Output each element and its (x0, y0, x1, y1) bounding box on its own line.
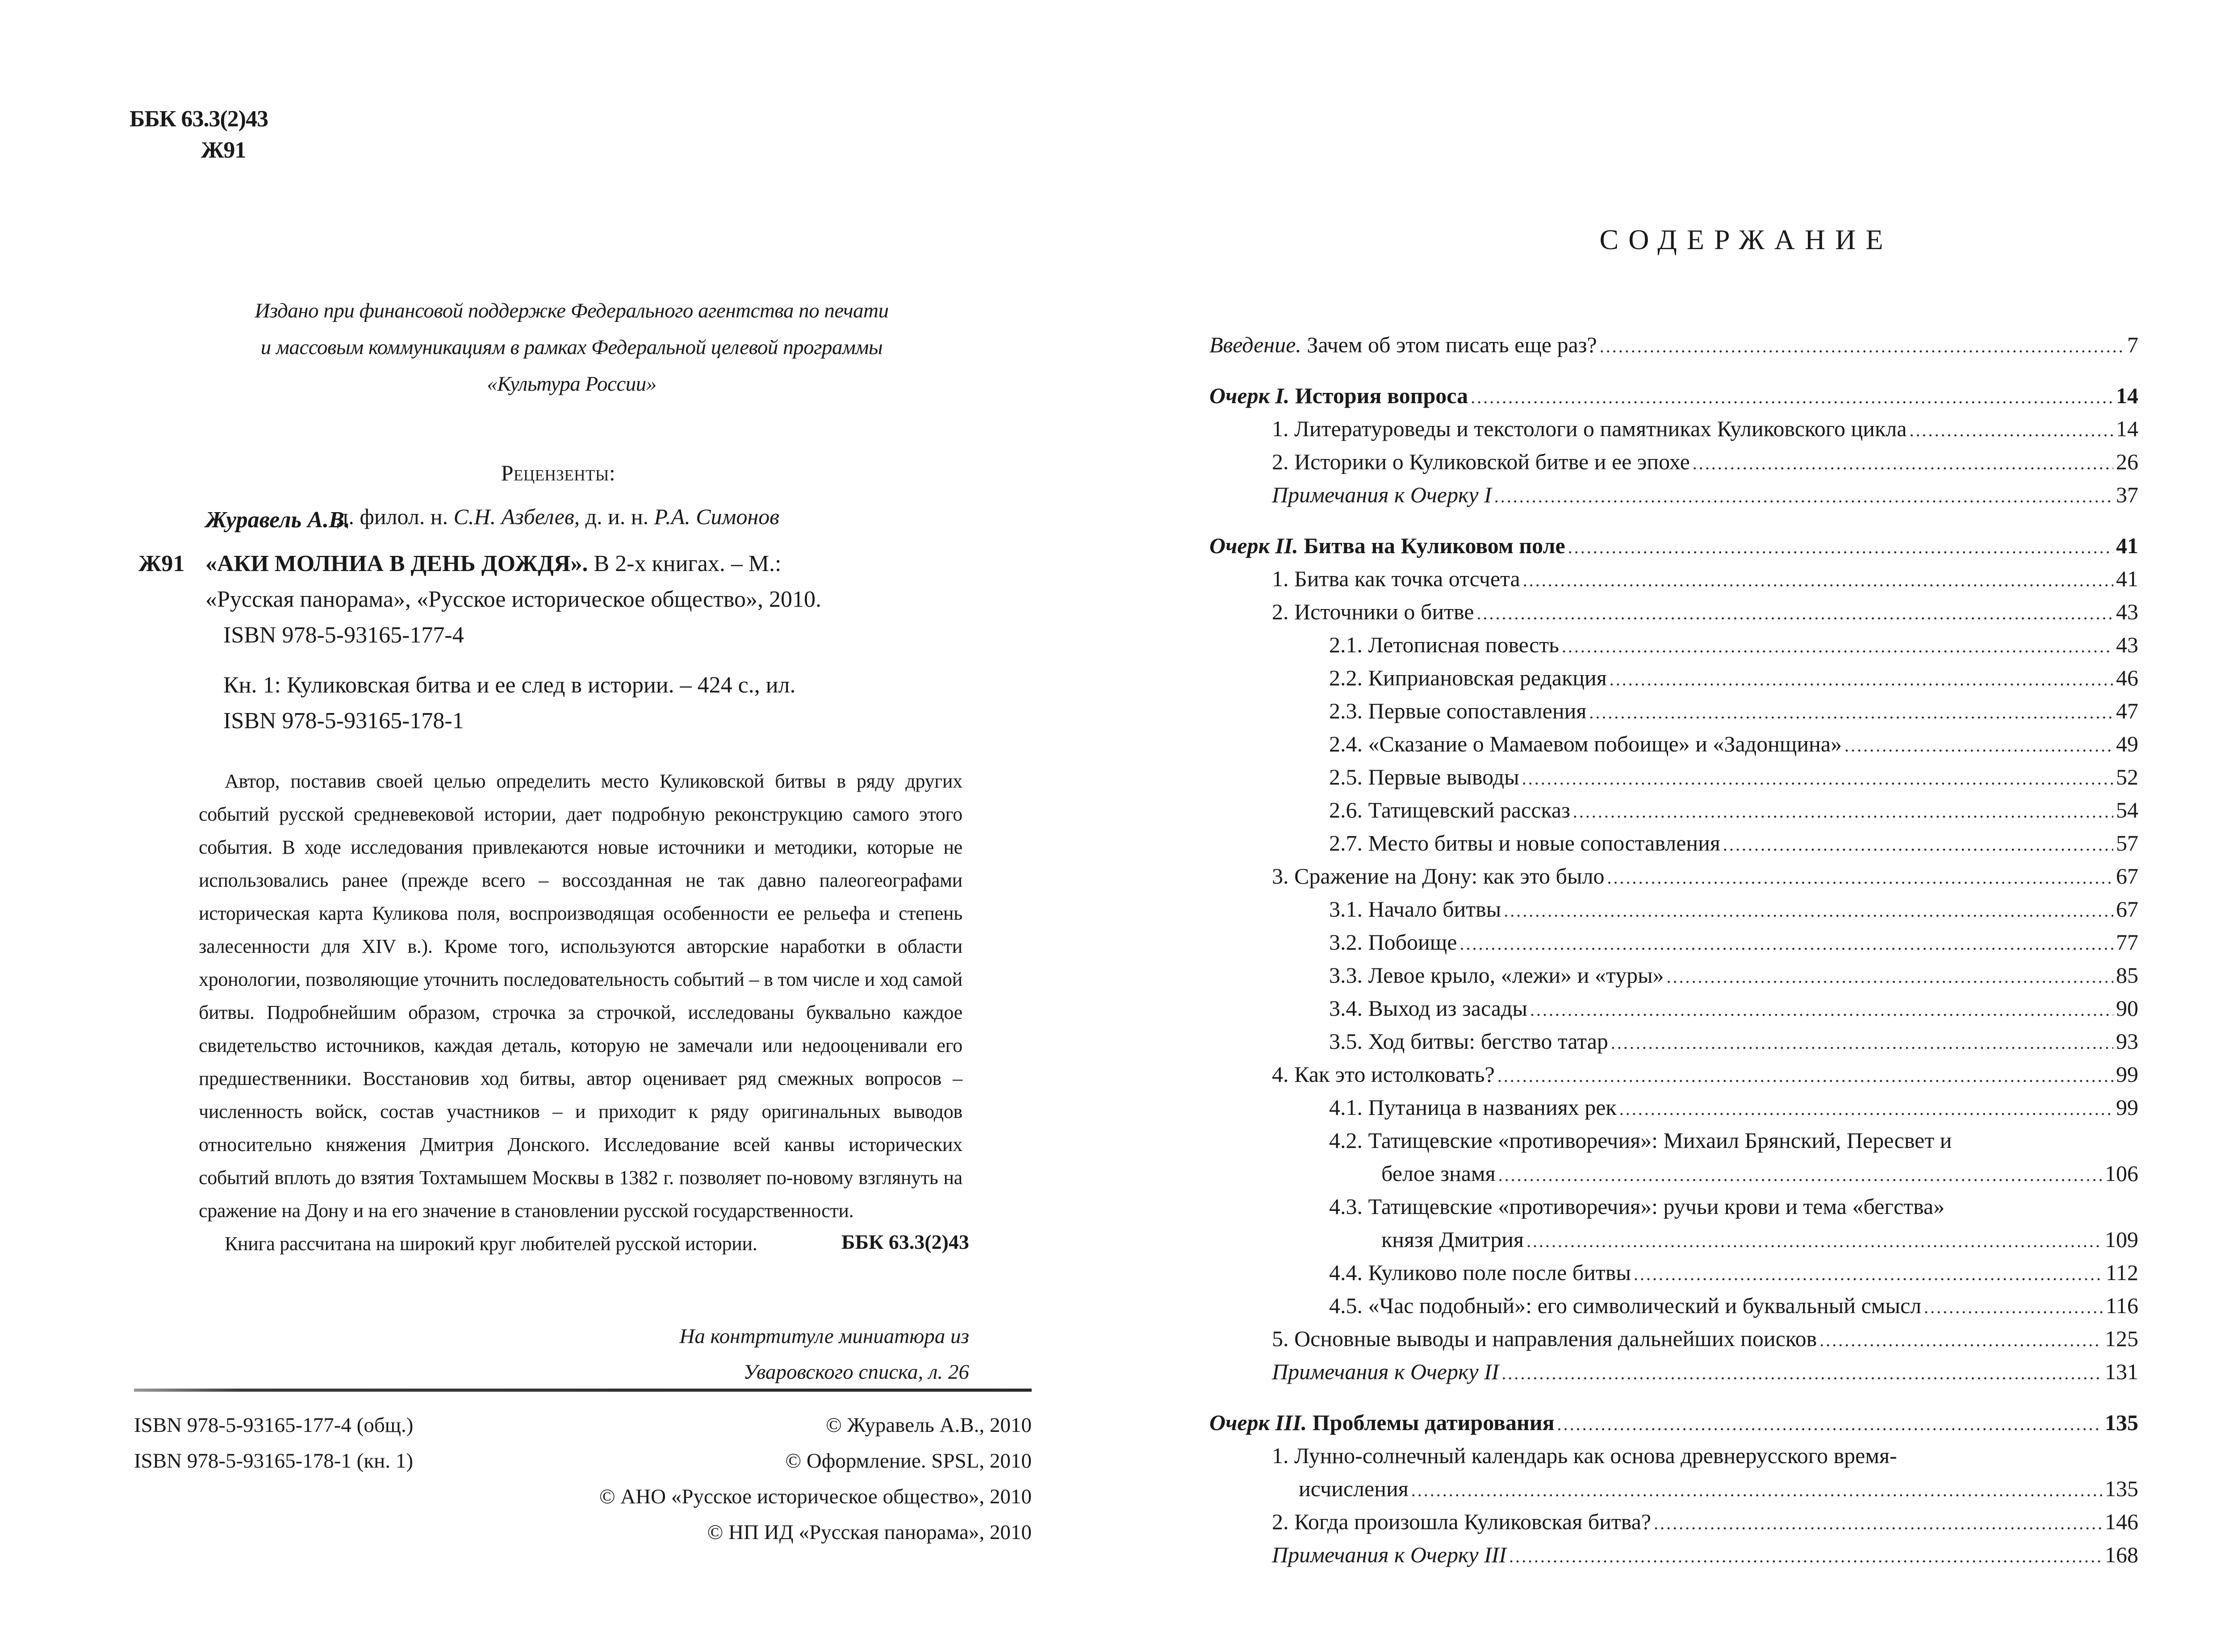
card-title-rest: В 2-х книгах. – М.: (588, 551, 782, 576)
toc-item[interactable] (1209, 1058, 2138, 1091)
toc-page-number: 131 (2105, 1359, 2138, 1384)
toc-label: 2.1. Летописная повесть (1329, 632, 1559, 657)
reviewers-label: Рецензенты: (501, 460, 616, 485)
toc-item-continuation[interactable] (1209, 1157, 2138, 1190)
dot-leader (1497, 1060, 2113, 1093)
toc-notes-item[interactable] (1209, 1355, 2138, 1388)
card-title-line (205, 547, 782, 580)
toc-intro[interactable] (1209, 328, 2138, 361)
copyright-line: © АНО «Русское историческое общество», 2010 (599, 1485, 1032, 1508)
toc-page-number: 37 (2116, 482, 2138, 507)
toc-label-text: Битва на Куликовом поле (1298, 533, 1565, 558)
dot-leader (1476, 597, 2113, 630)
toc-page-number: 168 (2105, 1542, 2138, 1567)
toc-item[interactable] (1209, 445, 2138, 478)
toc-label: 2.6. Татищевский рассказ (1329, 797, 1570, 822)
toc-label: 1. Битва как точка отсчета (1272, 566, 1520, 591)
dot-leader (1568, 531, 2113, 564)
isbn-block (134, 1407, 413, 1479)
toc-label: 3.2. Побоище (1329, 930, 1457, 955)
toc-page-number: 116 (2105, 1293, 2138, 1318)
toc-label: 5. Основные выводы и направления дальнейших поисков (1272, 1326, 1817, 1351)
toc-label-text: Зачем об этом писать еще раз? (1301, 332, 1597, 357)
toc-page-number: 135 (2105, 1410, 2138, 1435)
dot-leader (1611, 1026, 2113, 1060)
dot-leader (1530, 993, 2113, 1026)
toc-label: 2.5. Первые выводы (1329, 764, 1519, 789)
toc-label-italic: Очерк II. (1209, 533, 1298, 558)
dot-leader (1723, 828, 2113, 861)
toc-page-number: 49 (2116, 731, 2138, 756)
toc-label: 3. Сражение на Дону: как это было (1272, 864, 1605, 889)
toc-label: исчисления (1299, 1476, 1409, 1501)
funding-line: Издано при финансовой поддержке Федерального агентства по печати (255, 299, 889, 322)
annotation-paragraph: Книга рассчитана на широкий круг любителей русской истории. (225, 1233, 757, 1255)
dot-leader (1610, 663, 2113, 696)
toc-item[interactable] (1209, 661, 2138, 694)
toc-item[interactable] (1209, 926, 2138, 959)
toc-page-number: 67 (2116, 897, 2138, 922)
dot-leader (1557, 1408, 2102, 1441)
toc-page-number: 67 (2116, 864, 2138, 889)
dot-leader (1909, 414, 2113, 447)
dot-leader (1607, 861, 2113, 894)
toc-label (1209, 1406, 1555, 1439)
cover-note (679, 1318, 969, 1390)
card-code: Ж91 (138, 551, 185, 576)
toc-page-number: 77 (2116, 930, 2138, 955)
toc-item[interactable] (1209, 859, 2138, 893)
reviewer-name: Р.А. Симонов (654, 504, 779, 529)
toc-page-number: 106 (2105, 1161, 2138, 1186)
annotation-paragraph: Автор, поставив своей целью определить место Куликовской битвы в ряду других событий русской средневековой истории, дает подробную реконструкцию самого этого события. В ходе исследования привлекаются новые источники и методики, которые не использовались ранее (прежде всего – воссозданная не так давно палеогеографами историческая карта Куликова поля, воспроизводящая особенности ее рельефа и степень залесенности для XIV в.). Кроме того, используются авторские наработки в области хронологии, позволяющие уточнить последовательность событий – в том числе и ход самой битвы. Подробнейшим образом, строчка за строчкой, исследованы буквально каждое свидетельство источников, каждая деталь, которую не замечали или недооценивали его предшественники. Восстановив ход битвы, автор оценивает ряд смежных вопросов – численность войск, состав участников – и приходит к ряду оригинальных выводов относительно княжения Дмитрия Донского. Исследование всей канвы исторических событий вплоть до взятия Тохтамышем Москвы в 1382 г. позволяет по-новому взглянуть на сражение на Дону и на его значение в становлении русской государственности. (199, 770, 962, 1222)
toc-item[interactable] (1209, 1124, 2138, 1157)
toc-label-italic: Введение. (1209, 332, 1301, 357)
toc-item[interactable] (1209, 1091, 2138, 1124)
card-publishers: «Русская панорама», «Русское историческое общество», 2010. (205, 587, 822, 612)
dot-leader (1693, 447, 2113, 480)
toc-label: 4. Как это истолковать? (1272, 1062, 1495, 1087)
dot-leader (1619, 1093, 2113, 1126)
bbk-header (130, 104, 268, 166)
funding-line: и массовым коммуникациям в рамках Федеральной целевой программы (260, 336, 883, 359)
toc-item[interactable] (1209, 628, 2138, 661)
dot-leader (1573, 795, 2113, 828)
dot-leader (1471, 381, 2113, 414)
toc-item[interactable] (1209, 992, 2138, 1025)
isbn-line: ISBN 978-5-93165-177-4 (общ.) (134, 1414, 414, 1437)
dot-leader (1522, 762, 2113, 795)
toc-item[interactable] (1209, 562, 2138, 595)
card-book: Кн. 1: Куликовская битва и ее след в истории. – 424 с., ил. (223, 672, 796, 698)
toc-page-number: 41 (2116, 566, 2138, 591)
toc-page-number: 43 (2116, 632, 2138, 657)
cover-note-line: Уваровского списка, л. 26 (743, 1360, 969, 1384)
toc-item-continuation[interactable] (1209, 1223, 2138, 1256)
copyright-line: © Оформление. SPSL, 2010 (785, 1449, 1032, 1473)
section-separator (1209, 1388, 2138, 1406)
toc-label: 2.2. Киприановская редакция (1329, 665, 1607, 690)
toc-label: 3.5. Ход битвы: бегство татар (1329, 1029, 1608, 1054)
toc-item[interactable] (1209, 727, 2138, 760)
toc-item[interactable] (1209, 412, 2138, 445)
copyright-line: © НП ИД «Русская панорама», 2010 (707, 1521, 1032, 1544)
toc-page-number: 47 (2116, 698, 2138, 723)
dot-leader (1654, 1507, 2102, 1540)
toc-item[interactable] (1209, 1505, 2138, 1538)
copyright-line: © Журавель А.В., 2010 (826, 1414, 1032, 1437)
toc-label: 4.3. Татищевские «противоречия»: ручьи крови и тема «бегства» (1329, 1194, 1945, 1219)
toc-page-number: 57 (2116, 830, 2138, 855)
toc-label: 2. Источники о битве (1272, 599, 1474, 624)
toc-page-number: 54 (2116, 797, 2138, 822)
toc-label-text: История вопроса (1289, 383, 1468, 408)
toc-label: белое знамя (1381, 1161, 1496, 1186)
funding-note (134, 292, 1009, 402)
reviewers-line (0, 504, 1116, 530)
toc-label: Примечания к Очерку II (1272, 1359, 1499, 1384)
toc-section-heading[interactable] (1209, 529, 2138, 562)
dot-leader (1634, 1258, 2103, 1291)
toc-item[interactable] (1209, 893, 2138, 926)
dot-leader (1504, 894, 2113, 927)
toc-notes-item[interactable] (1209, 1538, 2138, 1571)
toc-page-number: 146 (2105, 1509, 2138, 1534)
section-separator (1209, 511, 2138, 529)
dot-leader (1509, 1540, 2102, 1573)
isbn-line: ISBN 978-5-93165-178-1 (кн. 1) (134, 1449, 413, 1473)
dot-leader (1501, 1357, 2102, 1390)
copyright-block (451, 1407, 1032, 1550)
bbk-code: ББК 63.3(2)43 (130, 106, 268, 132)
toc-page-number: 125 (2105, 1326, 2138, 1351)
toc-label: 2.3. Первые сопоставления (1329, 698, 1587, 723)
toc-label: Примечания к Очерку I (1272, 482, 1492, 507)
toc-item[interactable] (1209, 1322, 2138, 1355)
toc-item[interactable] (1209, 959, 2138, 992)
toc-label: 3.3. Левое крыло, «лежи» и «туры» (1329, 963, 1664, 988)
toc-item[interactable] (1209, 1256, 2138, 1289)
toc-page-number: 26 (2116, 449, 2138, 474)
toc-page-number: 90 (2116, 996, 2138, 1021)
imprint-page (0, 0, 1116, 1652)
toc-item[interactable] (1209, 694, 2138, 727)
toc-page-number: 112 (2105, 1260, 2138, 1285)
toc-label (1209, 379, 1468, 412)
toc-page-number: 7 (2127, 332, 2138, 357)
toc-page-number: 46 (2116, 665, 2138, 690)
contents-page (1116, 0, 2233, 1652)
toc-page-number: 99 (2116, 1062, 2138, 1087)
toc-notes-item[interactable] (1209, 478, 2138, 511)
toc-page-number: 85 (2116, 963, 2138, 988)
dot-leader (1460, 927, 2114, 960)
reviewer-name: С.Н. Азбелев, (453, 504, 580, 529)
toc-label: 2. Историки о Куликовской битве и ее эпохе (1272, 449, 1690, 474)
toc-label: Примечания к Очерку III (1272, 1542, 1507, 1567)
dot-leader (1844, 729, 2113, 762)
toc-item[interactable] (1209, 1190, 2138, 1223)
toc-page-number: 93 (2116, 1029, 2138, 1054)
toc-label: 4.2. Татищевские «противоречия»: Михаил Брянский, Пересвет и (1329, 1128, 1952, 1153)
toc-label: 2.7. Место битвы и новые сопоставления (1329, 830, 1720, 855)
dot-leader (1498, 1159, 2102, 1192)
toc-page-number: 135 (2105, 1476, 2138, 1501)
toc-label-italic: Очерк III. (1209, 1410, 1307, 1435)
card-author: Журавель А.В. (205, 507, 350, 533)
cover-note-line: На контртитуле миниатюра из (679, 1325, 969, 1348)
toc-label: 3.1. Начало битвы (1329, 897, 1501, 922)
card-title: «АКИ МОЛНИА В ДЕНЬ ДОЖДЯ». (205, 551, 588, 576)
toc-label: 2. Когда произошла Куликовская битва? (1272, 1509, 1652, 1534)
dot-leader (1600, 330, 2124, 363)
author-sign-code: Ж91 (201, 138, 246, 163)
dot-leader (1411, 1474, 2102, 1507)
dot-leader (1523, 564, 2113, 597)
toc-page-number: 52 (2116, 764, 2138, 789)
reviewer-degree: д. и. н. (585, 504, 649, 529)
toc-page-number: 109 (2105, 1227, 2138, 1252)
toc-section-heading[interactable] (1209, 1406, 2138, 1439)
toc-item[interactable] (1209, 760, 2138, 793)
toc-page-number: 41 (2116, 533, 2138, 558)
dot-leader (1589, 696, 2113, 729)
contents-title: СОДЕРЖАНИЕ (1599, 224, 1893, 255)
toc-item[interactable] (1209, 1289, 2138, 1322)
card-isbn-set: ISBN 978-5-93165-177-4 (223, 622, 464, 648)
table-of-contents (1209, 328, 2138, 1571)
toc-label: 1. Лунно-солнечный календарь как основа древнерусского время- (1272, 1443, 1897, 1468)
toc-item-continuation[interactable] (1209, 1472, 2138, 1505)
dot-leader (1924, 1291, 2103, 1324)
dot-leader (1526, 1225, 2102, 1258)
toc-item[interactable] (1209, 826, 2138, 859)
toc-item[interactable] (1209, 595, 2138, 628)
toc-item[interactable] (1209, 1025, 2138, 1058)
reviewer-degree: д. филол. н. (337, 504, 448, 529)
toc-page-number: 14 (2116, 416, 2138, 441)
bbk-footer: ББК 63.3(2)43 (841, 1231, 969, 1253)
annotation (199, 765, 962, 1260)
toc-page-number: 43 (2116, 599, 2138, 624)
toc-page-number: 99 (2116, 1095, 2138, 1120)
toc-label-text: Проблемы датирования (1307, 1410, 1555, 1435)
funding-line: «Культура России» (487, 372, 657, 396)
toc-label: 3.4. Выход из засады (1329, 996, 1528, 1021)
toc-label: князя Дмитрия (1381, 1227, 1524, 1252)
section-separator (1209, 361, 2138, 379)
toc-label: 1. Литературоведы и текстологи о памятниках Куликовского цикла (1272, 416, 1907, 441)
dot-leader (1562, 630, 2113, 663)
dot-leader (1494, 480, 2113, 513)
card-isbn-book: ISBN 978-5-93165-178-1 (223, 708, 464, 734)
toc-section-heading[interactable] (1209, 379, 2138, 412)
toc-page-number: 14 (2116, 383, 2138, 408)
toc-label: 4.5. «Час подобный»: его символический и буквальный смысл (1329, 1293, 1922, 1318)
dot-leader (1819, 1324, 2102, 1357)
toc-label: 4.4. Куликово поле после битвы (1329, 1260, 1631, 1285)
toc-label (1209, 529, 1565, 562)
toc-label (1209, 328, 1597, 361)
toc-label-italic: Очерк I. (1209, 383, 1290, 408)
toc-item[interactable] (1209, 793, 2138, 826)
toc-label: 4.1. Путаница в названиях рек (1329, 1095, 1617, 1120)
toc-item[interactable] (1209, 1439, 2138, 1472)
divider-rule (134, 1389, 1032, 1392)
dot-leader (1667, 960, 2113, 993)
toc-label: 2.4. «Сказание о Мамаевом побоище» и «Задонщина» (1329, 731, 1842, 756)
